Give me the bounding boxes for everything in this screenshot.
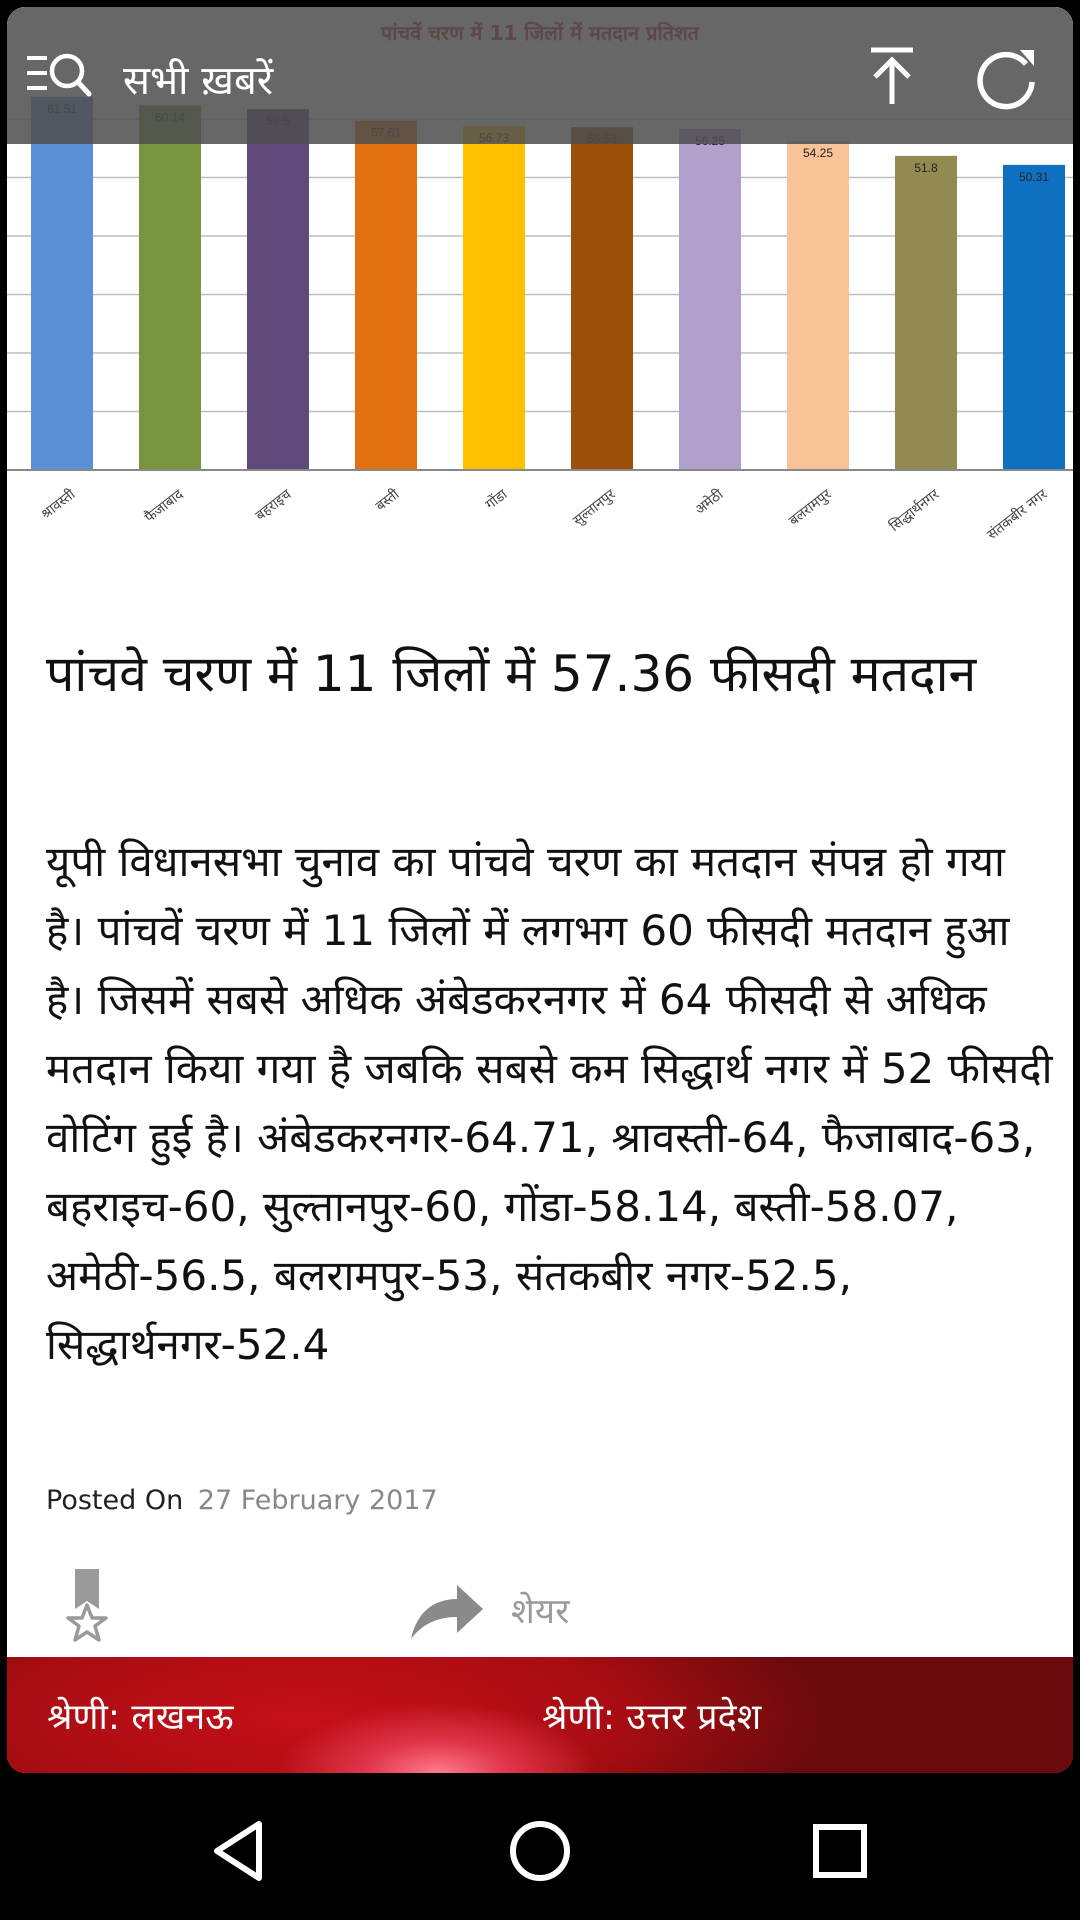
menu-search-icon[interactable] bbox=[21, 42, 101, 112]
chart-bar bbox=[463, 126, 525, 470]
chart-category-label: संतकबीर नगर bbox=[984, 486, 1051, 544]
share-arrow-icon bbox=[407, 1577, 487, 1647]
chart-bar bbox=[787, 141, 849, 470]
posted-on bbox=[46, 1485, 438, 1516]
chart-bar bbox=[139, 105, 201, 470]
chart-category-label: बहराइच bbox=[252, 486, 295, 525]
chart-bar bbox=[679, 129, 741, 470]
system-nav-bar bbox=[0, 1778, 1080, 1920]
recents-square-icon[interactable] bbox=[805, 1816, 875, 1886]
chart-category-label: फैजाबाद bbox=[142, 486, 187, 527]
chart-data-label: 51.8 bbox=[914, 160, 938, 175]
category-uttar-pradesh[interactable]: श्रेणी: उत्तर प्रदेश bbox=[542, 1697, 762, 1738]
chart-bar bbox=[247, 109, 309, 470]
home-circle-icon[interactable] bbox=[505, 1816, 575, 1886]
chart-bar bbox=[1003, 165, 1065, 470]
chart-category-label: अमेठी bbox=[692, 486, 727, 519]
chart-category-label: बलरामपुर bbox=[786, 486, 835, 530]
article-body: यूपी विधानसभा चुनाव का पांचवे चरण का मतदान संपन्न हो गया है। पांचवें चरण में 11 जिलों में लगभग 60 फीसदी मतदान हुआ है। जिसमें सबसे अधिक अंबेडकरनगर में 64 फीसदी से अधिक मतदान किया गया है जबकि सबसे कम सिद्धार्थ नगर में 52 फीसदी वोटिंग हुई है। अंबेडकरनगर-64.71, श्रावस्ती-64, फैजाबाद-63, बहराइच-60, सुल्तानपुर-60, गोंडा-58.14, बस्ती-58.07, अमेठी-56.5, बलरामपुर-53, संतकबीर नगर-52.5, सिद्धार्थनगर-52.4 bbox=[46, 837, 1053, 1369]
chart-data-label: 54.25 bbox=[802, 146, 834, 160]
share-label: शेयर bbox=[511, 1592, 570, 1632]
refresh-icon[interactable] bbox=[970, 42, 1042, 114]
share-button[interactable] bbox=[407, 1577, 677, 1647]
article-headline: पांचवे चरण में 11 जिलों में 57.36 फीसदी मतदान bbox=[46, 645, 977, 703]
posted-label: Posted On bbox=[46, 1485, 184, 1516]
article-card bbox=[7, 7, 1073, 1773]
chart-category-label: गोंडा bbox=[482, 486, 511, 514]
posted-date: 27 February 2017 bbox=[197, 1485, 438, 1516]
category-lucknow[interactable]: श्रेणी: लखनऊ bbox=[47, 1697, 234, 1738]
bookmark-star-icon[interactable] bbox=[57, 1567, 127, 1652]
chart-category-label: सुल्तानपुर bbox=[570, 486, 619, 530]
chart-category-label: श्रावस्ती bbox=[38, 486, 79, 523]
chart-data-label: 50.31 bbox=[1018, 169, 1050, 184]
arrow-up-icon[interactable] bbox=[857, 42, 927, 112]
chart-bar bbox=[895, 156, 957, 470]
article-actions bbox=[7, 1557, 1073, 1667]
category-bar bbox=[7, 1657, 1073, 1773]
top-toolbar bbox=[7, 7, 1073, 144]
toolbar-title: सभी ख़बरें bbox=[123, 58, 274, 104]
chart-bar bbox=[355, 121, 417, 470]
chart-bar bbox=[31, 97, 93, 470]
chart-category-label: बस्ती bbox=[372, 486, 403, 515]
chart-category-label: सिद्धार्थनगर bbox=[886, 486, 943, 536]
chart-bar bbox=[571, 127, 633, 470]
back-triangle-icon[interactable] bbox=[205, 1816, 275, 1886]
